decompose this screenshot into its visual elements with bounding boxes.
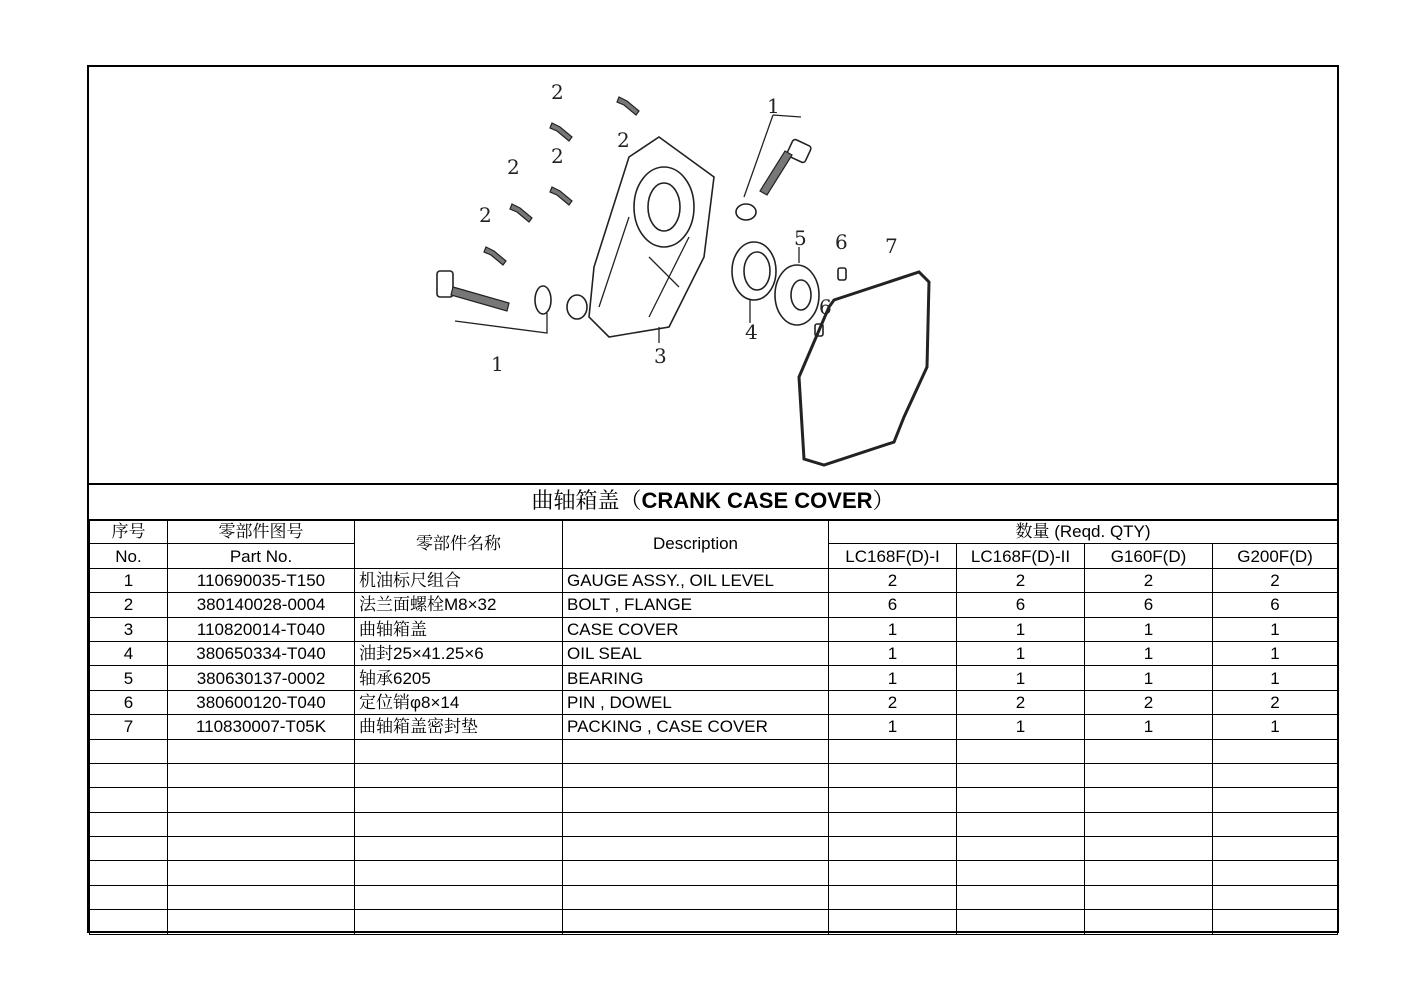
empty-row	[90, 812, 1338, 836]
empty-row	[90, 837, 1338, 861]
header-no-en: No.	[90, 544, 168, 568]
cell-qty-4: 6	[1213, 593, 1338, 617]
cell-description: BOLT , FLANGE	[563, 593, 829, 617]
cell-qty-2: 1	[957, 715, 1085, 739]
cell-description: OIL SEAL	[563, 641, 829, 665]
cell-description: GAUGE ASSY., OIL LEVEL	[563, 568, 829, 592]
table-body	[90, 568, 1338, 934]
page-title	[89, 483, 1337, 521]
cell-qty-3: 6	[1085, 593, 1213, 617]
cell-qty-1: 1	[829, 617, 957, 641]
callout-7: 7	[885, 234, 898, 258]
header-model-1: LC168F(D)-I	[829, 544, 957, 568]
table-row	[90, 690, 1338, 714]
cell-no: 1	[90, 568, 168, 592]
cell-part-no: 110830007-T05K	[168, 715, 355, 739]
cell-no: 4	[90, 641, 168, 665]
cell-qty-4: 1	[1213, 617, 1338, 641]
callout-2-c: 2	[551, 144, 564, 168]
empty-row	[90, 910, 1338, 934]
callout-6-lower: 6	[819, 295, 832, 319]
oil-gauge-right	[760, 139, 812, 195]
table-row	[90, 617, 1338, 641]
header-model-4: G200F(D)	[1213, 544, 1338, 568]
cell-qty-2: 6	[957, 593, 1085, 617]
cell-name-cn: 法兰面螺栓M8×32	[355, 593, 563, 617]
cell-qty-2: 1	[957, 641, 1085, 665]
dowel-pin-upper	[838, 268, 846, 280]
case-cover	[567, 137, 714, 337]
title-cn: 曲轴箱盖（	[531, 489, 642, 514]
callout-5: 5	[794, 226, 807, 250]
cell-qty-1: 6	[829, 593, 957, 617]
cell-qty-1: 2	[829, 568, 957, 592]
header-no-cn: 序号	[90, 520, 168, 544]
cell-name-cn: 曲轴箱盖密封垫	[355, 715, 563, 739]
empty-row	[90, 788, 1338, 812]
cell-qty-2: 1	[957, 617, 1085, 641]
cell-part-no: 380140028-0004	[168, 593, 355, 617]
callout-2-a: 2	[551, 80, 564, 104]
cell-qty-3: 1	[1085, 641, 1213, 665]
cell-name-cn: 轴承6205	[355, 666, 563, 690]
empty-row	[90, 861, 1338, 885]
cell-no: 3	[90, 617, 168, 641]
cell-name-cn: 曲轴箱盖	[355, 617, 563, 641]
table-row	[90, 715, 1338, 739]
table-row	[90, 641, 1338, 665]
header-description: Description	[563, 520, 829, 569]
cell-name-cn: 油封25×41.25×6	[355, 641, 563, 665]
table-row	[90, 568, 1338, 592]
cell-qty-3: 1	[1085, 617, 1213, 641]
callout-1-left: 1	[491, 352, 504, 376]
cell-qty-4: 2	[1213, 690, 1338, 714]
title-en: CRANK CASE COVER	[641, 488, 873, 513]
header-name-cn: 零部件名称	[355, 520, 563, 569]
callout-2-d: 2	[507, 155, 520, 179]
cell-qty-4: 1	[1213, 666, 1338, 690]
cell-part-no: 380600120-T040	[168, 690, 355, 714]
empty-row	[90, 763, 1338, 787]
cell-description: CASE COVER	[563, 617, 829, 641]
table-row	[90, 593, 1338, 617]
cell-name-cn: 机油标尺组合	[355, 568, 563, 592]
oil-gauge-left	[437, 271, 509, 311]
callout-2-e: 2	[479, 203, 492, 227]
cell-qty-4: 2	[1213, 568, 1338, 592]
cell-qty-4: 1	[1213, 641, 1338, 665]
cell-description: PIN , DOWEL	[563, 690, 829, 714]
cell-qty-3: 1	[1085, 715, 1213, 739]
cell-qty-3: 2	[1085, 690, 1213, 714]
cell-part-no: 380630137-0002	[168, 666, 355, 690]
cell-no: 7	[90, 715, 168, 739]
cell-part-no: 380650334-T040	[168, 641, 355, 665]
parts-table	[89, 519, 1338, 935]
cell-qty-1: 1	[829, 715, 957, 739]
exploded-view-drawing	[89, 67, 1337, 483]
cell-qty-2: 1	[957, 666, 1085, 690]
cell-qty-2: 2	[957, 690, 1085, 714]
callout-1-right: 1	[767, 94, 780, 118]
cell-qty-3: 2	[1085, 568, 1213, 592]
title-close: ）	[872, 489, 895, 514]
cell-no: 5	[90, 666, 168, 690]
header-part-en: Part No.	[168, 544, 355, 568]
cell-no: 2	[90, 593, 168, 617]
cell-qty-3: 1	[1085, 666, 1213, 690]
bearing	[775, 265, 819, 325]
parts-sheet	[87, 65, 1339, 933]
empty-row	[90, 739, 1338, 763]
cell-part-no: 110820014-T040	[168, 617, 355, 641]
cell-qty-4: 1	[1213, 715, 1338, 739]
header-model-3: G160F(D)	[1085, 544, 1213, 568]
callout-6-upper: 6	[835, 230, 848, 254]
header-qty-group: 数量 (Reqd. QTY)	[829, 520, 1338, 544]
oil-seal-small-right	[736, 204, 756, 220]
oil-seal	[732, 242, 776, 300]
header-model-2: LC168F(D)-II	[957, 544, 1085, 568]
cell-qty-2: 2	[957, 568, 1085, 592]
table-row	[90, 666, 1338, 690]
cell-description: PACKING , CASE COVER	[563, 715, 829, 739]
exploded-diagram	[89, 67, 1337, 485]
header-row-1	[90, 520, 1338, 544]
cell-qty-1: 1	[829, 641, 957, 665]
cell-no: 6	[90, 690, 168, 714]
callout-2-b: 2	[617, 128, 630, 152]
cell-qty-1: 1	[829, 666, 957, 690]
empty-row	[90, 885, 1338, 909]
header-part-cn: 零部件图号	[168, 520, 355, 544]
cell-qty-1: 2	[829, 690, 957, 714]
oil-seal-small-left	[535, 286, 551, 314]
cell-name-cn: 定位销φ8×14	[355, 690, 563, 714]
cell-part-no: 110690035-T150	[168, 568, 355, 592]
callout-3: 3	[654, 344, 667, 368]
cell-description: BEARING	[563, 666, 829, 690]
callout-4: 4	[745, 320, 758, 344]
